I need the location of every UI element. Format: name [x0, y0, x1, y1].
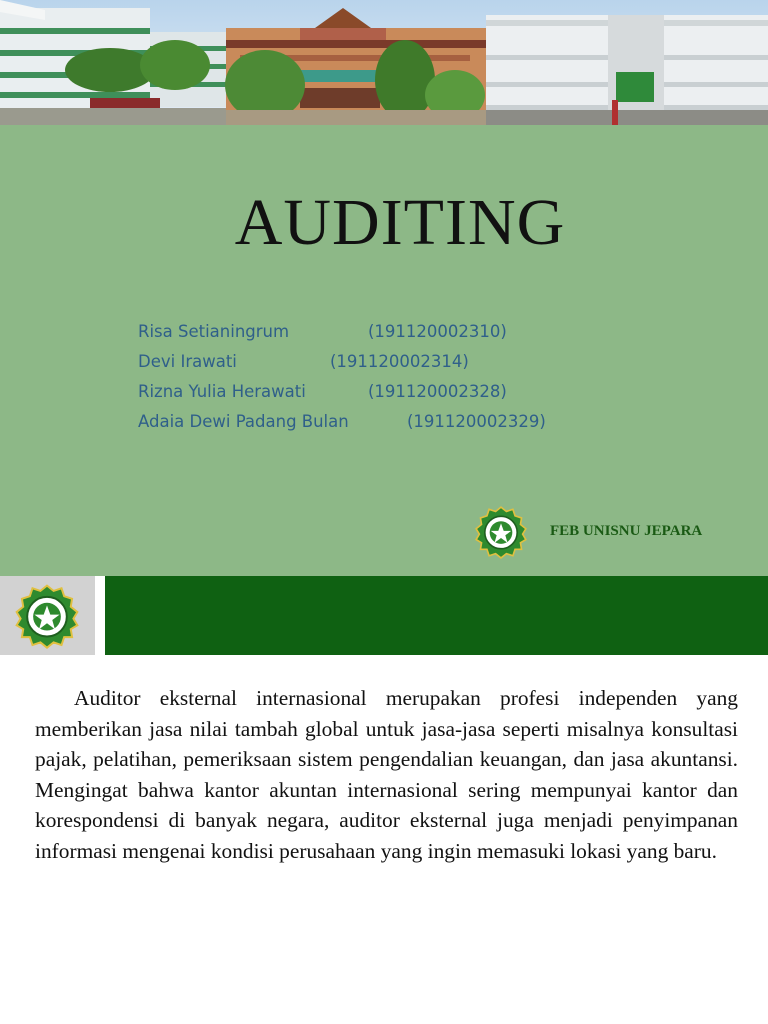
member-name: Rizna Yulia Herawati: [138, 382, 306, 401]
member-name: Adaia Dewi Padang Bulan: [138, 412, 349, 431]
logo-panel: [0, 576, 95, 655]
page-title: AUDITING: [234, 186, 566, 259]
unisnu-logo-icon: [14, 583, 80, 649]
institution-name: FEB UNISNU JEPARA: [550, 523, 703, 539]
institution-badge: [474, 505, 764, 560]
header-bar: [105, 576, 768, 655]
campus-photo: [0, 0, 768, 125]
body-paragraph: Auditor eksternal internasional merupakan profesi independen yang memberikan jasa nilai tambah global untuk jasa-jasa seperti misalnya konsultasi pajak, pelatihan, pemeriksaan sistem pengendalian keuangan, dan jasa akuntansi. Mengingat bahwa kantor akuntan internasional sering mempunyai kantor dan korespondensi di banyak negara, auditor eksternal juga menjadi penyimpanan informasi mengenai kondisi perusahaan yang ingin memasuki lokasi yang baru.: [35, 686, 738, 863]
member-id: (191120002310): [368, 322, 507, 341]
campus-banner-photo: [0, 0, 768, 125]
unisnu-logo-icon: [474, 505, 528, 559]
member-name: Devi Irawati: [138, 352, 237, 371]
content-slide: [0, 576, 768, 1024]
member-id: (191120002329): [407, 412, 546, 431]
right-building: [486, 15, 768, 125]
member-id: (191120002328): [368, 382, 507, 401]
member-id: (191120002314): [330, 352, 469, 371]
member-name: Risa Setianingrum: [138, 322, 290, 341]
